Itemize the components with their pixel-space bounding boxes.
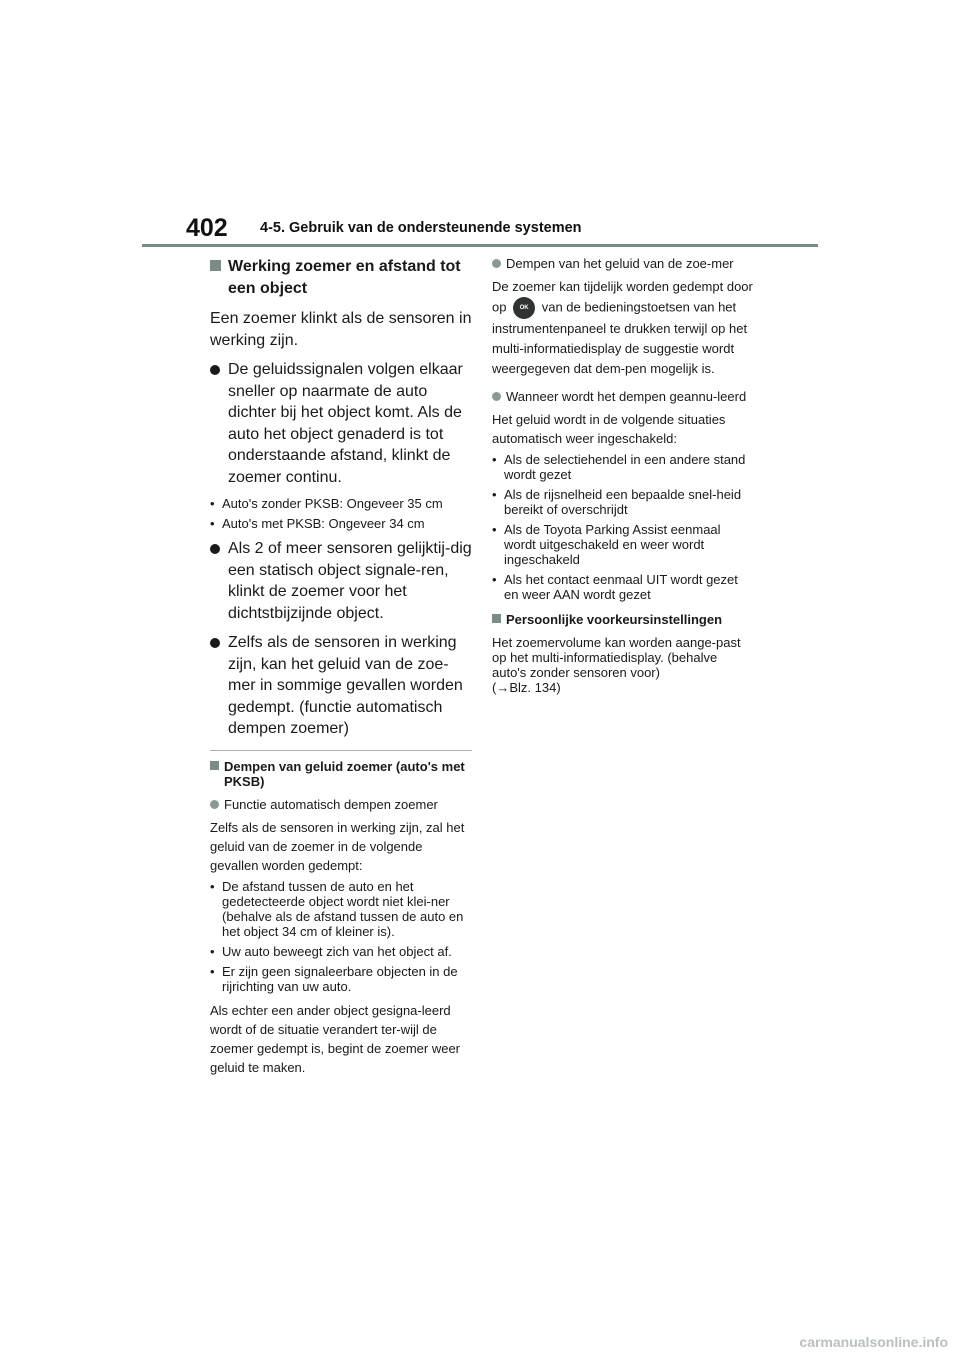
dot-bullet-icon xyxy=(210,544,220,554)
heading-text: Persoonlijke voorkeursinstellingen xyxy=(506,612,723,627)
sub-heading xyxy=(492,256,754,271)
square-bullet-icon xyxy=(210,260,221,271)
list-item: • Als de Toyota Parking Assist eenmaal wordt uitgeschakeld en weer wordt ingeschakeld xyxy=(492,522,754,567)
list-item: • Auto's met PKSB: Ongeveer 34 cm xyxy=(210,516,472,531)
ok-button-icon: OK xyxy=(513,297,535,319)
intro-text: Een zoemer klinkt als de sensoren in werking zijn. xyxy=(210,310,472,349)
list-item: • De afstand tussen de auto en het gedetecteerde object wordt niet klei-ner (behalve als de afstand tussen de auto en het object 34 cm of kleiner is). xyxy=(210,879,472,939)
bullet-item xyxy=(210,632,472,740)
ref-open: ( xyxy=(492,680,497,695)
paragraph xyxy=(492,635,754,695)
list-item: • Als het contact eenmaal UIT wordt gezet en weer AAN wordt gezet xyxy=(492,572,754,602)
paragraph: Het geluid wordt in de volgende situaties automatisch weer ingeschakeld: xyxy=(492,412,726,446)
sub-heading xyxy=(210,797,472,812)
dot-bullet-icon xyxy=(210,365,220,375)
list-item: • Als de rijsnelheid een bepaalde snel-heid bereikt of overschrijdt xyxy=(492,487,754,517)
bullet-item xyxy=(210,359,472,488)
right-column xyxy=(492,256,754,695)
heading-text: Werking zoemer en afstand tot een object xyxy=(228,258,461,297)
heading-mute-buzzer xyxy=(210,759,472,789)
watermark: carmanualsonline.info xyxy=(799,1334,948,1350)
list-item: • Als de selectiehendel in een andere stand wordt gezet xyxy=(492,452,754,482)
paragraph-ok-button xyxy=(492,277,754,379)
dot-bullet-icon xyxy=(210,800,219,809)
section-title: 4-5. Gebruik van de ondersteunende systemen xyxy=(260,220,582,236)
square-bullet-icon xyxy=(492,614,501,623)
heading-buzzer-operation xyxy=(210,256,472,300)
text-after: van de bedieningstoetsen van het instrumentenpaneel te drukken terwijl op het multi-informatiedisplay de suggestie wordt weergegeven dat dem-pen mogelijk is. xyxy=(492,299,748,376)
bullet-text: De geluidssignalen volgen elkaar sneller op naarmate de auto dichter bij het object komt. Als de auto het object genaderd is tot onderstaande afstand, klinkt de zoemer continu. xyxy=(228,361,463,486)
bullet-text: Zelfs als de sensoren in werking zijn, kan het geluid van de zoe-mer in sommige gevallen worden gedempt. (functie automatisch dempen zoemer) xyxy=(228,634,463,737)
sub-heading-text: Dempen van het geluid van de zoe-mer xyxy=(506,256,734,271)
section-divider xyxy=(210,750,472,751)
settings-text: Het zoemervolume kan worden aange-past op het multi-informatiedisplay. (behalve auto's zonder sensoren voor) xyxy=(492,635,741,680)
mute-conditions-list xyxy=(210,879,472,994)
heading-personal-settings xyxy=(492,612,754,627)
sub-heading-text: Functie automatisch dempen zoemer xyxy=(224,796,438,812)
header-rule xyxy=(142,244,818,247)
left-column xyxy=(210,256,472,1081)
list-item: • Auto's zonder PKSB: Ongeveer 35 cm xyxy=(210,496,472,511)
paragraph: Zelfs als de sensoren in werking zijn, zal het geluid van de zoemer in de volgende gevallen worden gedempt: xyxy=(210,819,465,873)
text-before: De zoemer kan tijdelijk worden gedempt door op xyxy=(492,279,753,315)
dot-bullet-icon xyxy=(210,638,220,648)
sub-heading-text: Wanneer wordt het dempen geannu-leerd xyxy=(506,389,747,404)
bullet-text: Als 2 of meer sensoren gelijktij-dig een statisch object signale-ren, klinkt de zoemer voor het dichtstbijzijnde object. xyxy=(228,540,472,622)
distance-list xyxy=(210,496,472,531)
list-item: • Uw auto beweegt zich van het object af. xyxy=(210,944,472,959)
arrow-right-icon: → xyxy=(496,680,510,695)
dot-bullet-icon xyxy=(492,259,501,268)
page-reference-link[interactable]: Blz. 134) xyxy=(509,680,561,695)
sub-heading xyxy=(492,389,754,404)
reactivation-list xyxy=(492,452,754,602)
dot-bullet-icon xyxy=(492,392,501,401)
bullet-item xyxy=(210,538,472,624)
paragraph: Als echter een ander object gesigna-leerd wordt of de situatie verandert ter-wijl de zoemer gedempt is, begint de zoemer weer geluid te maken. xyxy=(210,1002,461,1075)
square-bullet-icon xyxy=(210,761,219,770)
list-item: • Er zijn geen signaleerbare objecten in de rijrichting van uw auto. xyxy=(210,964,472,994)
heading-text: Dempen van geluid zoemer (auto's met PKSB) xyxy=(224,758,465,789)
page-number: 402 xyxy=(186,214,228,242)
